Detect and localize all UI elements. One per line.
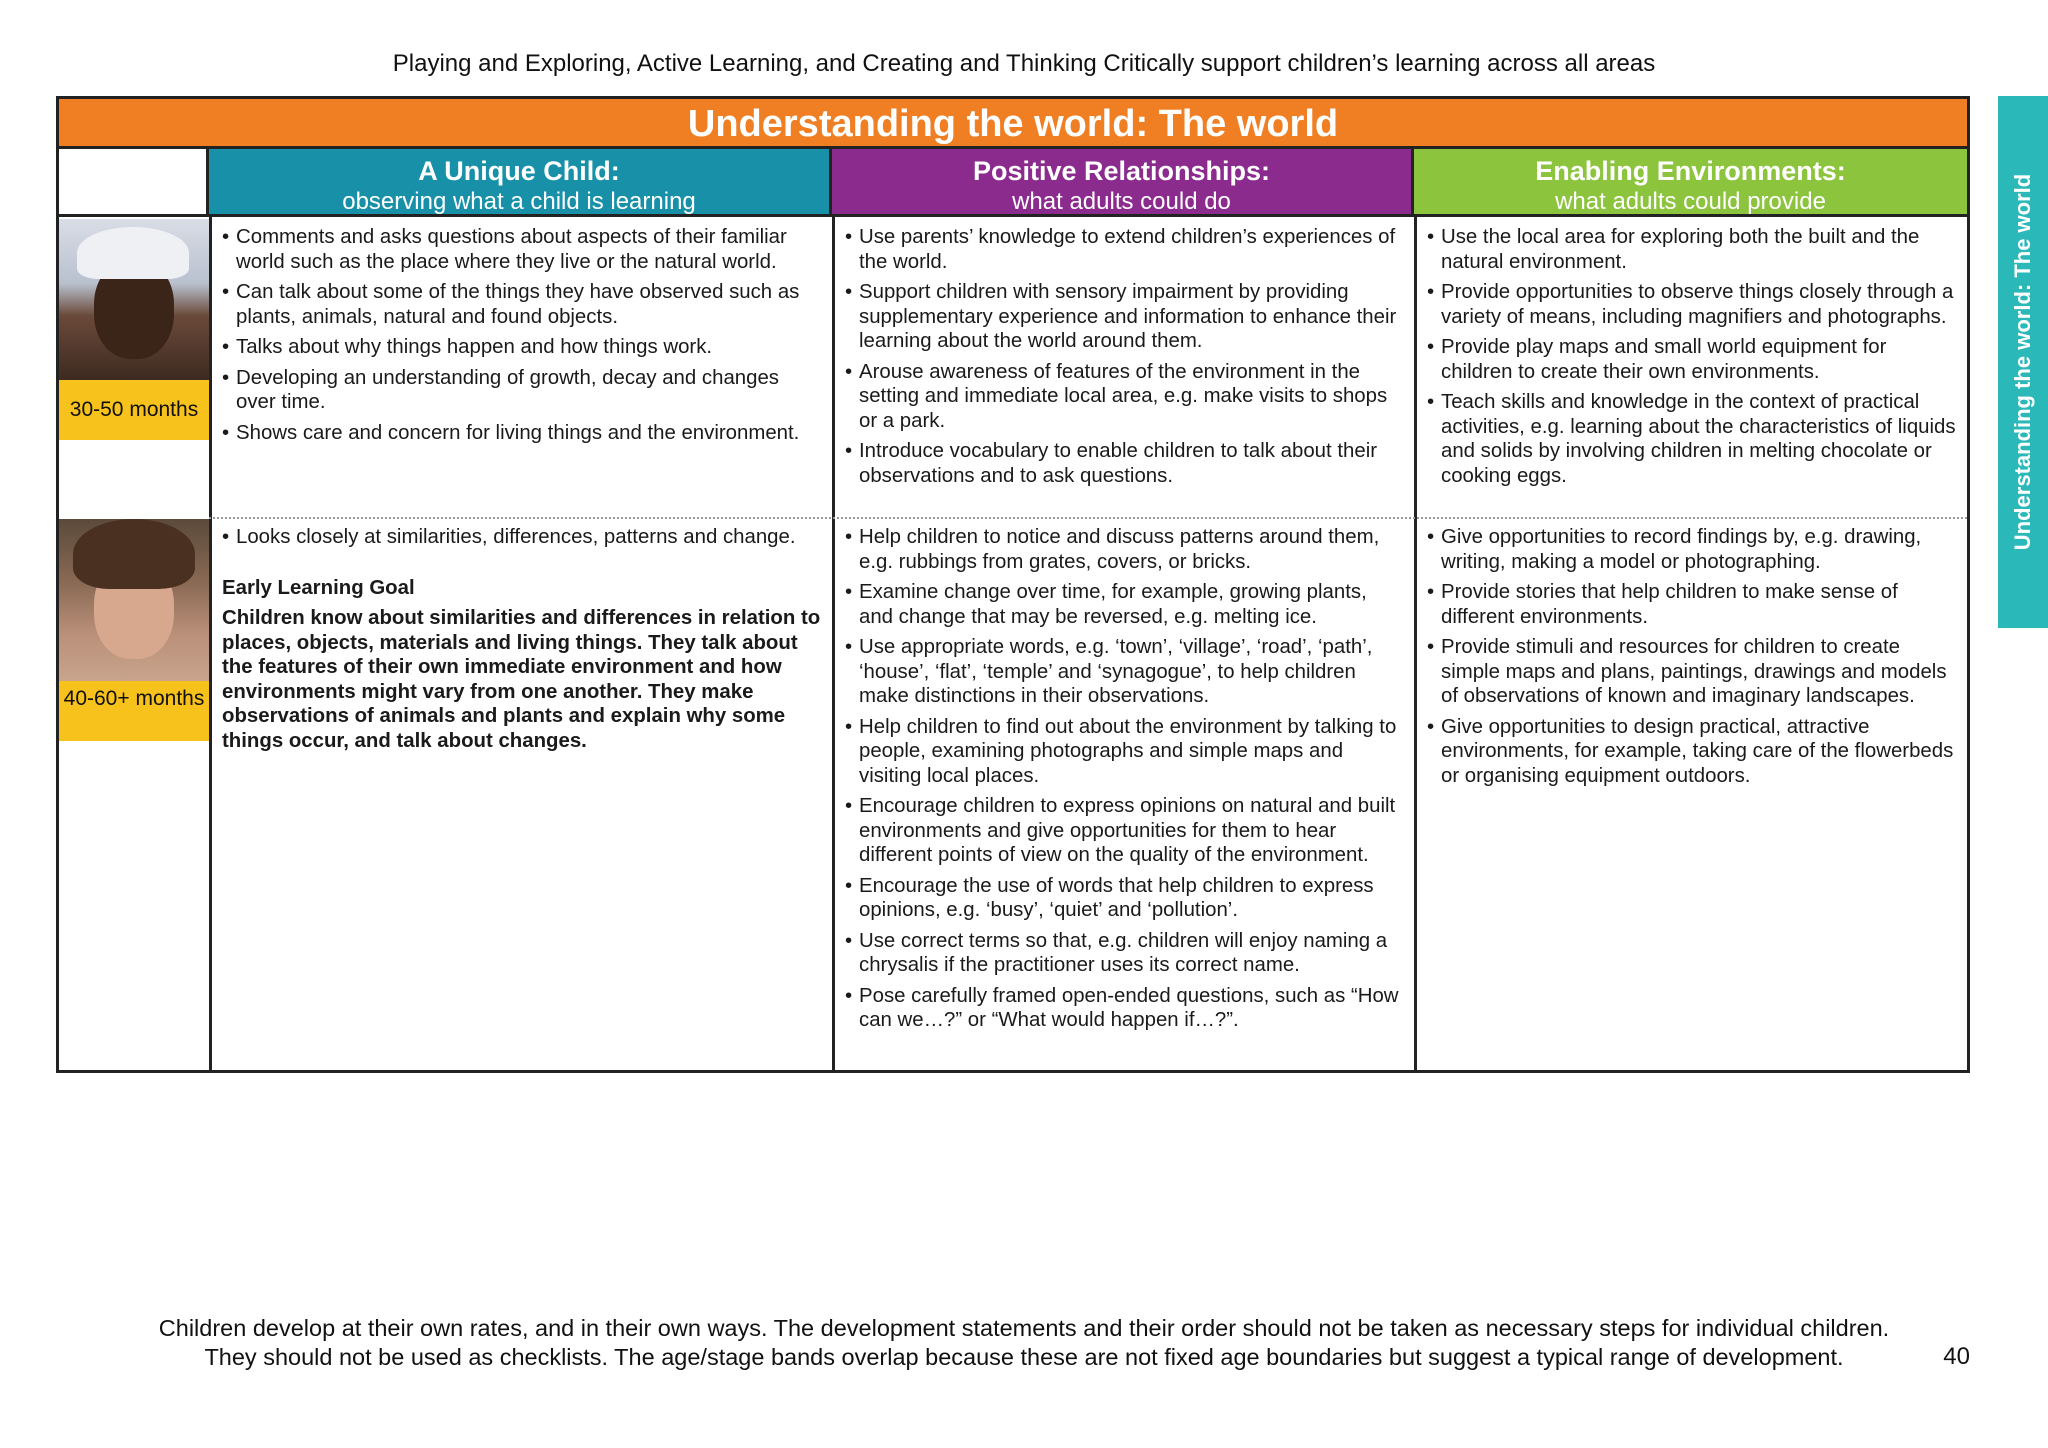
footer-note	[0, 1314, 2048, 1372]
side-tab	[1998, 96, 2048, 628]
list-item: • Talks about why things happen and how things work.	[222, 335, 822, 360]
child-photo-girl	[59, 519, 209, 681]
list-item: • Arouse awareness of features of the environment in the setting and immediate local area, e.g. make visits to shops or a park.	[845, 360, 1404, 434]
list-item: • Teach skills and knowledge in the context of practical activities, e.g. learning about the characteristics of liquids and solids by involving children in melting chocolate or cooking eggs.	[1427, 390, 1957, 488]
list-item: • Use the local area for exploring both the built and the natural environment.	[1427, 225, 1957, 274]
list-item: • Provide play maps and small world equipment for children to create their own environments.	[1427, 335, 1957, 384]
unique-child-cell	[212, 519, 832, 1073]
list-item: • Pose carefully framed open-ended questions, such as “How can we…?” or “What would happen if…?”.	[845, 984, 1404, 1033]
list-item: • Use parents’ knowledge to extend children’s experiences of the world.	[845, 225, 1404, 274]
hair-shape	[73, 519, 195, 589]
early-learning-goal-title: Early Learning Goal	[222, 576, 415, 599]
list-item: • Can talk about some of the things they have observed such as plants, animals, natural and found objects.	[222, 280, 822, 329]
early-learning-goal-text: Children know about similarities and differences in relation to places, objects, materials and living things. They talk about the features of their own immediate environment and how environments might vary from one another. They make observations of animals and plants and explain why some things occur, and talk about changes.	[222, 607, 821, 752]
curriculum-table	[56, 96, 1970, 1073]
page-number: 40	[1943, 1343, 1970, 1370]
list-item: • Provide stories that help children to make sense of different environments.	[1427, 580, 1957, 629]
child-photo-boy	[59, 219, 209, 380]
list-item: • Looks closely at similarities, differences, patterns and change.	[222, 525, 822, 550]
banner-title: Understanding the world: The world	[59, 99, 1967, 149]
side-tab-label: Understanding the world: The world	[2010, 173, 2035, 551]
header-subtitle: what adults could provide	[1555, 188, 1826, 215]
list-item: • Encourage children to express opinions on natural and built environments and give opportunities for them to hear different points of view on the quality of the environment.	[845, 794, 1404, 868]
list-item: • Encourage the use of words that help children to express opinions, e.g. ‘busy’, ‘quiet’ and ‘pollution’.	[845, 874, 1404, 923]
header-positive-relationships	[832, 149, 1414, 217]
list-item: • Provide stimuli and resources for children to create simple maps and plans, paintings, drawings and models of observations of known and imaginary landscapes.	[1427, 635, 1957, 709]
top-note: Playing and Exploring, Active Learning, and Creating and Thinking Critically support children’s learning across all areas	[392, 50, 1656, 77]
list-item: • Use correct terms so that, e.g. children will enjoy naming a chrysalis if the practitioner uses its correct name.	[845, 929, 1404, 978]
list-item: • Comments and asks questions about aspects of their familiar world such as the place where they live or the natural world.	[222, 225, 822, 274]
positive-relationships-cell	[835, 219, 1414, 517]
list-item: • Give opportunities to record findings by, e.g. drawing, writing, making a model or photographing.	[1427, 525, 1957, 574]
list-item: • Examine change over time, for example, growing plants, and change that may be reversed, e.g. melting ice.	[845, 580, 1404, 629]
age-band-badge: 30-50 months	[59, 380, 209, 440]
footer-line: They should not be used as checklists. The age/stage bands overlap because these are not fixed age boundaries but suggest a typical range of development.	[204, 1344, 1844, 1370]
enabling-environments-cell	[1417, 519, 1967, 1073]
list-item: • Shows care and concern for living things and the environment.	[222, 421, 822, 446]
header-title: Positive Relationships:	[972, 156, 1271, 186]
unique-child-cell	[212, 219, 832, 517]
enabling-environments-cell	[1417, 219, 1967, 517]
age-band-badge: 40-60+ months	[59, 681, 209, 741]
list-item: • Use appropriate words, e.g. ‘town’, ‘village’, ‘road’, ‘path’, ‘house’, ‘flat’, ‘temple’ and ‘synagogue’, to help children make distinctions in their observations.	[845, 635, 1404, 709]
header-unique-child	[209, 149, 832, 217]
header-subtitle: what adults could do	[1012, 188, 1231, 215]
list-item: • Help children to notice and discuss patterns around them, e.g. rubbings from grates, covers, or bricks.	[845, 525, 1404, 574]
list-item: • Give opportunities to design practical, attractive environments, for example, taking care of the flowerbeds or organising equipment outdoors.	[1427, 715, 1957, 789]
header-title: A Unique Child:	[418, 156, 620, 186]
header-subtitle: observing what a child is learning	[342, 188, 696, 215]
list-item: • Introduce vocabulary to enable children to talk about their observations and to ask questions.	[845, 439, 1404, 488]
header-enabling-environments	[1414, 149, 1967, 217]
hat-shape	[77, 227, 189, 279]
list-item: • Developing an understanding of growth, decay and changes over time.	[222, 366, 822, 415]
list-item: • Provide opportunities to observe things closely through a variety of means, including magnifiers and photographs.	[1427, 280, 1957, 329]
positive-relationships-cell	[835, 519, 1414, 1073]
list-item: • Support children with sensory impairment by providing supplementary experience and information to enhance their learning about the world around them.	[845, 280, 1404, 354]
header-title: Enabling Environments:	[1535, 156, 1846, 186]
footer-line: Children develop at their own rates, and in their own ways. The development statements and their order should not be taken as necessary steps for individual children.	[158, 1315, 1890, 1341]
list-item: • Help children to find out about the environment by talking to people, examining photographs and simple maps and visiting local places.	[845, 715, 1404, 789]
header-blank-cell	[59, 149, 209, 217]
